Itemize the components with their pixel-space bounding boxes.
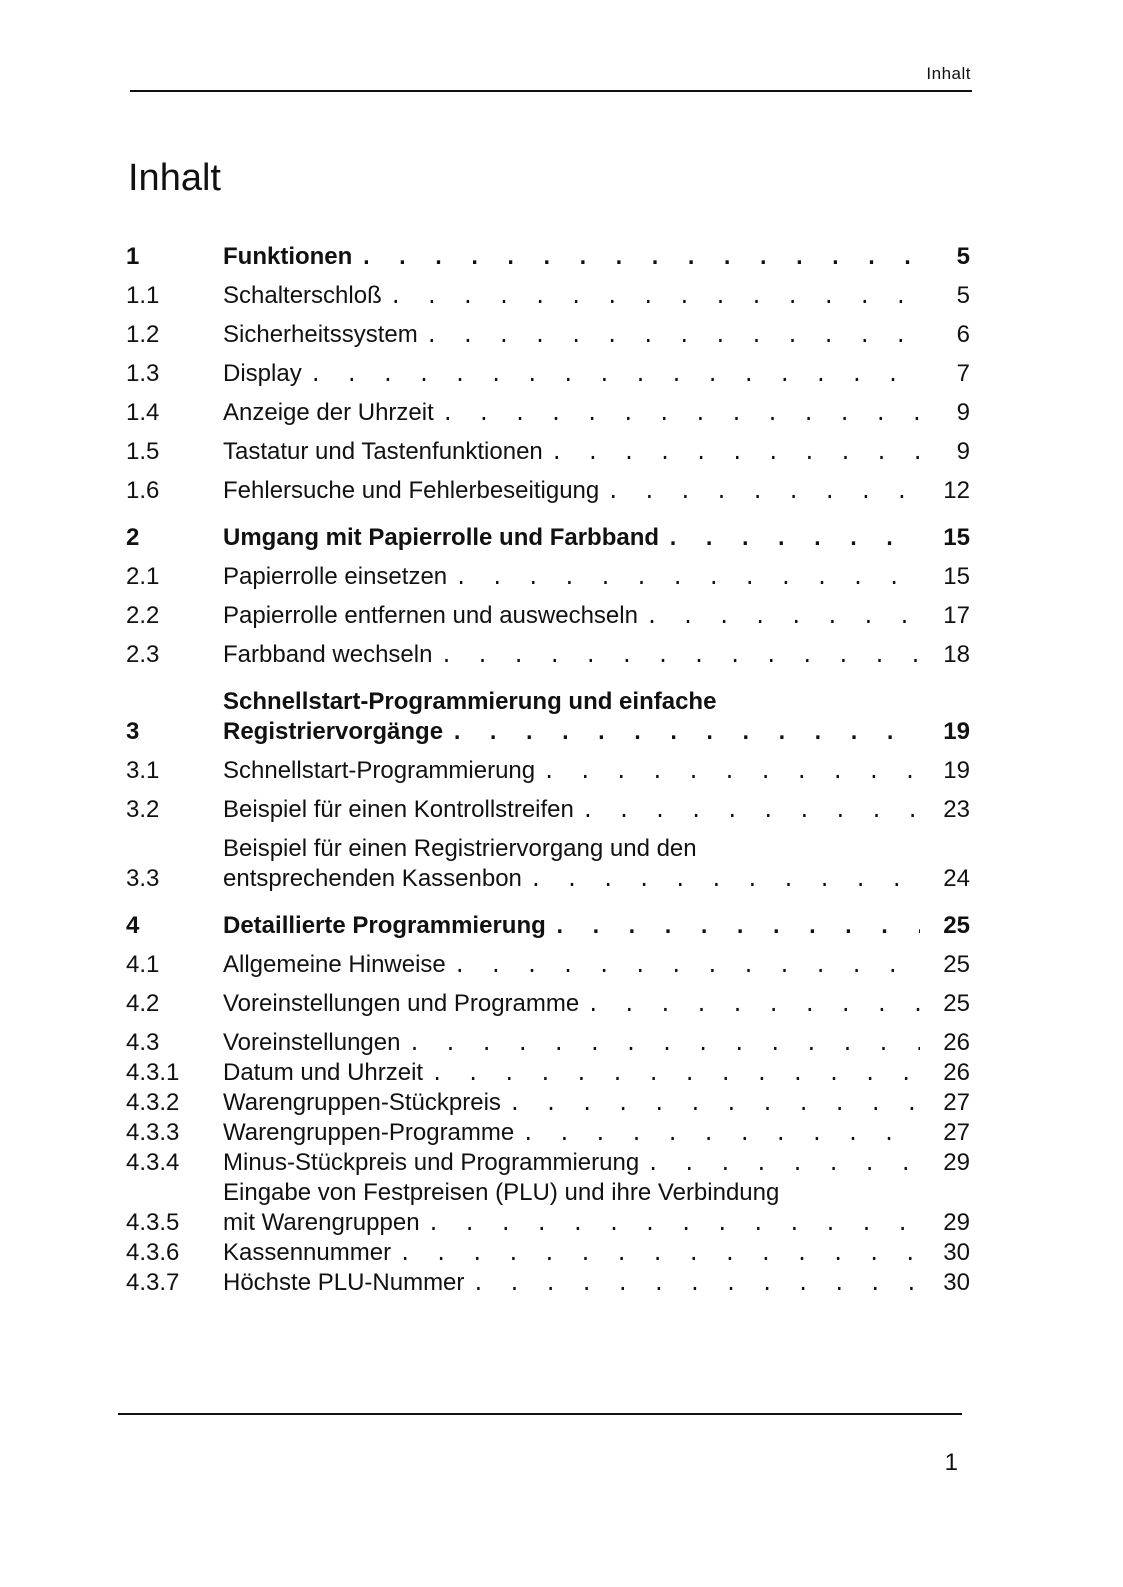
toc-entry-title: Warengruppen-Programme (223, 1119, 515, 1146)
toc-entry-page: 6 (956, 321, 970, 348)
table-of-contents (118, 242, 970, 1298)
toc-leader-dots (530, 864, 920, 894)
toc-leader-dots (667, 523, 920, 553)
toc-entry (118, 437, 970, 467)
toc-entry-number: 1.6 (126, 477, 160, 504)
toc-entry-page: 27 (943, 1119, 970, 1146)
toc-entry-number: 2.3 (126, 641, 160, 668)
toc-leader-dots (310, 359, 920, 389)
toc-entry-page: 5 (956, 282, 970, 309)
toc-entry-title: Display (223, 360, 302, 387)
toc-entry-page: 12 (943, 477, 970, 504)
toc-entry-title: Anzeige der Uhrzeit (223, 399, 434, 426)
toc-entry-page: 7 (956, 360, 970, 387)
toc-entry-title: Fehlersuche und Fehlerbeseitigung (223, 477, 600, 504)
toc-entry-page: 27 (943, 1089, 970, 1116)
toc-entry (118, 989, 970, 1019)
toc-entry-number: 3.2 (126, 796, 160, 823)
toc-entry (118, 1028, 970, 1058)
page-title: Inhalt (128, 157, 221, 199)
toc-leader-dots (554, 911, 920, 941)
toc-entry-page: 29 (943, 1149, 970, 1176)
toc-entry-title: Umgang mit Papierrolle und Farbband (223, 524, 660, 551)
toc-entry-title: Sicherheitssystem (223, 321, 418, 348)
toc-entry (118, 281, 970, 311)
toc-entry-title: Datum und Uhrzeit (223, 1059, 424, 1086)
toc-entry-number: 1.5 (126, 438, 160, 465)
toc-leader-dots (451, 717, 920, 747)
toc-entry-number: 2 (126, 524, 140, 551)
toc-entry-page: 19 (943, 718, 970, 745)
toc-entry (118, 950, 970, 980)
toc-leader-dots (455, 562, 920, 592)
toc-entry-title: Warengruppen-Stückpreis (223, 1089, 501, 1116)
toc-leader-dots (543, 756, 920, 786)
toc-entry-page: 25 (943, 912, 970, 939)
page-number: 1 (944, 1449, 958, 1476)
toc-leader-dots (399, 1238, 920, 1268)
toc-entry-title: Detaillierte Programmierung (223, 912, 546, 939)
toc-entry-page: 17 (943, 602, 970, 629)
toc-entry-number: 4.1 (126, 951, 160, 978)
toc-leader-dots (431, 1058, 920, 1088)
toc-entry-title: Farbband wechseln (223, 641, 433, 668)
toc-leader-dots (442, 398, 920, 428)
toc-entry (118, 795, 970, 825)
toc-entry-page: 29 (943, 1209, 970, 1236)
footer-rule (118, 1413, 962, 1415)
toc-entry (118, 562, 970, 592)
toc-entry (118, 1088, 970, 1118)
toc-entry-title: Kassennummer (223, 1239, 392, 1266)
toc-entry-number: 2.1 (126, 563, 160, 590)
toc-entry-page: 30 (943, 1239, 970, 1266)
toc-entry-title: Papierrolle entfernen und auswechseln (223, 602, 638, 629)
toc-entry-page: 19 (943, 757, 970, 784)
toc-entry-title: Beispiel für einen Registriervorgang und den (223, 835, 697, 862)
toc-leader-dots (390, 281, 920, 311)
toc-entry-number: 4.2 (126, 990, 160, 1017)
toc-entry-page: 26 (943, 1059, 970, 1086)
toc-leader-dots (454, 950, 920, 980)
toc-entry-title: Schalterschloß (223, 282, 382, 309)
toc-entry-number: 4.3.1 (126, 1059, 180, 1086)
toc-entry-title: Papierrolle einsetzen (223, 563, 448, 590)
toc-entry (118, 1058, 970, 1088)
toc-entry-number: 1.1 (126, 282, 160, 309)
toc-entry-page: 23 (943, 796, 970, 823)
header-rule (130, 90, 972, 92)
toc-entry (118, 1118, 970, 1148)
toc-entry-number: 3 (126, 718, 140, 745)
toc-entry-page: 9 (956, 438, 970, 465)
toc-entry (118, 911, 970, 941)
toc-entry-page: 25 (943, 990, 970, 1017)
toc-entry-number: 1 (126, 243, 140, 270)
toc-entry-number: 1.2 (126, 321, 160, 348)
toc-entry-page: 18 (943, 641, 970, 668)
toc-entry-number: 4.3 (126, 1029, 160, 1056)
toc-entry-title: Voreinstellungen (223, 1029, 401, 1056)
toc-entry-number: 4.3.3 (126, 1119, 180, 1146)
toc-leader-dots (551, 437, 920, 467)
toc-entry-page: 15 (943, 524, 970, 551)
toc-entry-title: Schnellstart-Programmierung und einfache (223, 688, 717, 715)
toc-entry-page: 24 (943, 865, 970, 892)
toc-entry-title: mit Warengruppen (223, 1209, 420, 1236)
toc-leader-dots (587, 989, 920, 1019)
toc-entry-number: 2.2 (126, 602, 160, 629)
toc-leader-dots (607, 476, 920, 506)
toc-entry-number: 3.3 (126, 865, 160, 892)
toc-entry (118, 640, 970, 670)
toc-entry (118, 601, 970, 631)
toc-leader-dots (582, 795, 920, 825)
toc-leader-dots (647, 1148, 920, 1178)
toc-entry (118, 1238, 970, 1268)
toc-entry (118, 398, 970, 428)
toc-entry-title: Eingabe von Festpreisen (PLU) und ihre Verbindung (223, 1179, 780, 1206)
toc-entry-page: 15 (943, 563, 970, 590)
toc-entry-title: Funktionen (223, 243, 353, 270)
toc-entry-page: 5 (956, 243, 970, 270)
toc-entry-number: 1.3 (126, 360, 160, 387)
toc-entry-title: Registriervorgänge (223, 718, 444, 745)
toc-leader-dots (509, 1088, 920, 1118)
toc-leader-dots (426, 320, 920, 350)
toc-entry-page: 26 (943, 1029, 970, 1056)
toc-leader-dots (360, 242, 920, 272)
toc-leader-dots (440, 640, 920, 670)
toc-entry (118, 756, 970, 786)
toc-entry-title: Höchste PLU-Nummer (223, 1269, 465, 1296)
toc-entry-page: 25 (943, 951, 970, 978)
toc-entry-number: 4.3.6 (126, 1239, 180, 1266)
toc-entry (118, 523, 970, 553)
toc-entry (118, 242, 970, 272)
toc-leader-dots (408, 1028, 920, 1058)
toc-entry-number: 3.1 (126, 757, 160, 784)
toc-entry-number: 4.3.2 (126, 1089, 180, 1116)
toc-entry-title: Allgemeine Hinweise (223, 951, 446, 978)
toc-entry-number: 4.3.4 (126, 1149, 180, 1176)
toc-entry-number: 4 (126, 912, 140, 939)
toc-entry-number: 1.4 (126, 399, 160, 426)
toc-entry (118, 476, 970, 506)
toc-entry-title: Voreinstellungen und Programme (223, 990, 580, 1017)
toc-entry-page: 30 (943, 1269, 970, 1296)
toc-entry (118, 1268, 970, 1298)
toc-entry-page: 9 (956, 399, 970, 426)
toc-entry (118, 359, 970, 389)
toc-entry-title: Schnellstart-Programmierung (223, 757, 536, 784)
toc-entry-title: Beispiel für einen Kontrollstreifen (223, 796, 574, 823)
running-header: Inhalt (926, 64, 971, 83)
toc-entry-number: 4.3.7 (126, 1269, 180, 1296)
toc-leader-dots (646, 601, 920, 631)
toc-leader-dots (428, 1208, 920, 1238)
toc-entry-title: Tastatur und Tastenfunktionen (223, 438, 543, 465)
toc-entry (118, 687, 970, 747)
toc-entry-title: Minus-Stückpreis und Programmierung (223, 1149, 640, 1176)
toc-entry (118, 320, 970, 350)
toc-entry (118, 834, 970, 894)
toc-entry-title: entsprechenden Kassenbon (223, 865, 522, 892)
toc-entry-number: 4.3.5 (126, 1209, 180, 1236)
toc-leader-dots (472, 1268, 920, 1298)
toc-leader-dots (522, 1118, 920, 1148)
toc-entry (118, 1178, 970, 1238)
toc-entry (118, 1148, 970, 1178)
